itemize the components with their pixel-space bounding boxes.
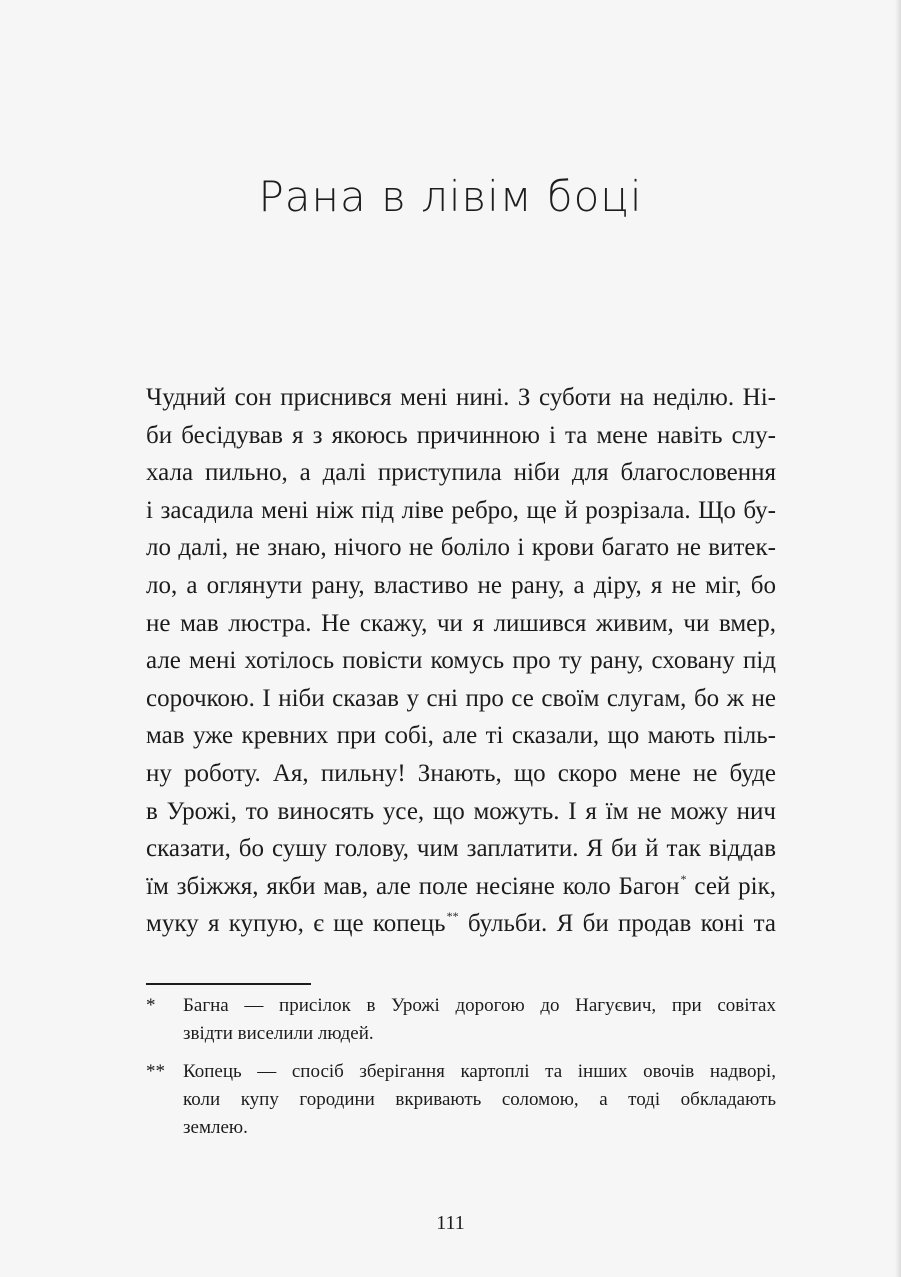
footnote-line: звідти виселили людей.	[183, 1023, 374, 1044]
body-line: ло, а оглянути рану, властиво не рану, а діру, я не міг, бо	[146, 571, 776, 599]
body-line: хала пильно, а далі приступила ніби для благословення	[146, 459, 776, 487]
footnote-text	[183, 992, 776, 1048]
body-line: не мав люстра. Не скажу, чи я лишився живим, чи вмер,	[146, 609, 776, 637]
chapter-title: Рана в лівім боці	[258, 172, 643, 221]
footnote	[146, 1058, 776, 1142]
body-line: Чудний сон приснився мені нині. З суботи на неділю. Ні-	[146, 384, 776, 411]
footnote-marker-ref: **	[446, 909, 459, 924]
footnote-line: коли купу городини вкривають соломою, а тоді обкладають	[183, 1089, 776, 1110]
body-line: сказати, бо сушу голову, чим заплатити. Я би й так віддав	[146, 835, 776, 863]
body-text	[146, 379, 776, 943]
body-line: сорочкою. І ніби сказав у сні про се своїм слугам, бо ж не	[146, 684, 776, 712]
body-line-with-footnote	[146, 905, 776, 943]
footnote-line: землею.	[183, 1117, 248, 1138]
body-line: і засадила мені ніж під ліве ребро, ще й розрізала. Що бу-	[146, 496, 776, 524]
footnote-marker: *	[146, 995, 156, 1016]
footnote-line: Копець — спосіб зберігання картоплі та інших овочів надворі,	[183, 1061, 776, 1082]
body-line: би бесідував я з якоюсь причинною і та мене навіть слу-	[146, 421, 776, 449]
footnote-separator	[146, 983, 311, 985]
body-line-part: муку я купую, є ще копець	[146, 910, 446, 938]
footnote-marker: **	[146, 1061, 165, 1082]
footnote-line: Багна — присілок в Урожі дорогою до Нагуєвич, при совітах	[183, 995, 776, 1016]
body-line-part: бульби. Я би продав коні та	[467, 910, 776, 938]
body-line: але мені хотілось повісти комусь про ту рану, сховану під	[146, 647, 776, 675]
body-line-part: їм збіжжя, якби мав, але поле несіяне коло Багон	[146, 872, 680, 900]
body-line: мав уже кревних при собі, але ті сказали, що мають піль-	[146, 722, 776, 750]
footnote-text	[183, 1058, 776, 1142]
footnote	[146, 992, 776, 1048]
body-line-part: сей рік,	[694, 872, 777, 900]
body-line: ну роботу. Ая, пильну! Знають, що скоро мене не буде	[146, 759, 776, 787]
body-line-with-footnote	[146, 868, 776, 906]
body-line: в Урожі, то виносять усе, що можуть. І я їм не можу нич	[146, 797, 776, 825]
footnote-marker-ref: *	[680, 871, 687, 886]
page-number: 111	[436, 1212, 465, 1234]
body-line: ло далі, не знаю, нічого не боліло і крови багато не витек-	[146, 534, 776, 562]
